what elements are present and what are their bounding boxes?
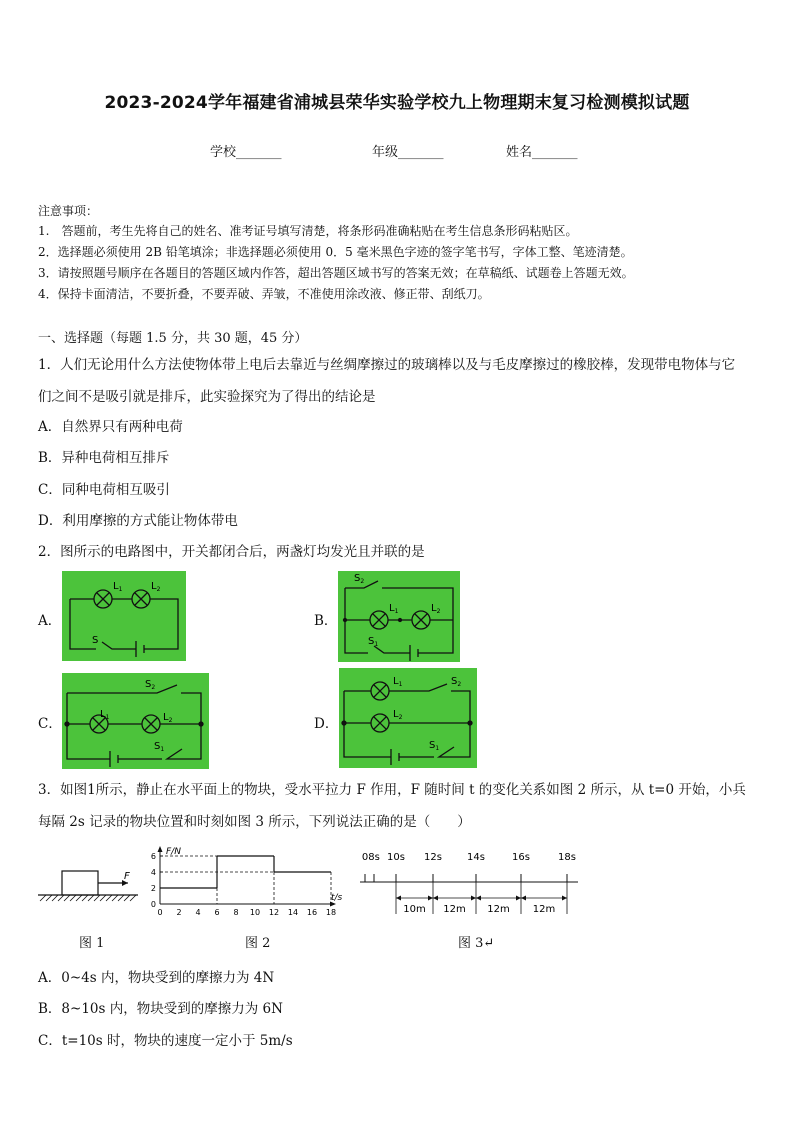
time-label: 8s [368,852,380,863]
x-tick-label: 18 [325,908,337,917]
page-title: 2023-2024学年福建省浦城县荣华实验学校九上物理期末复习检测模拟试题 [104,93,690,113]
circuit-b-background [338,571,460,662]
distance-label: 12m [487,904,510,915]
q1-stem-line2: 们之间不是吸引就是排斥，此实验探究为了得出的结论是 [38,389,376,405]
x-axis-label: t/s [331,893,343,903]
svg-text:L1: $L_1$ [389,603,399,615]
q1-option-c: C．同种电荷相互吸引 [38,482,170,498]
time-label: 12s [424,852,442,863]
svg-text:S1: $S_1$ [154,741,165,753]
y-tick-label: 2 [150,884,156,893]
q3-option-a: A．0~4s 内，物块受到的摩擦力为 4N [38,970,275,986]
svg-text:L2: $L_2$ [393,709,403,721]
notice-heading: 注意事项： [38,204,99,218]
q1-option-a: A．自然界只有两种电荷 [38,419,183,435]
time-label: 10s [387,852,405,863]
fig3-caption: 图 3↵ [458,936,495,951]
q1-option-d: D．利用摩擦的方式能让物体带电 [38,513,238,529]
distance-label: 10m [403,904,426,915]
fig2-caption: 图 2 [245,936,271,951]
dimension-arrow [396,896,401,901]
section-heading: 一、选择题（每题 1.5 分，共 30 题，45 分） [38,331,308,346]
svg-text:L2: $L_2$ [431,603,441,615]
notice-item-4: 4．保持卡面清洁，不要折叠，不要弄破、弄皱，不准使用涂改液、修正带、刮纸刀。 [38,287,490,301]
circuit-b [338,571,460,662]
y-tick-label: 0 [150,900,156,909]
svg-text:L1: $L_1$ [113,581,123,593]
distance-label: 12m [443,904,466,915]
q2-label-a: A． [38,613,62,629]
circuit-c-background [62,673,209,769]
svg-text:S2: $S_2$ [145,679,156,691]
svg-text:L2: $L_2$ [163,712,173,724]
x-tick-label: 10 [249,908,261,917]
x-tick-label: 6 [214,908,220,917]
svg-text:L1: $L_1$ [393,676,403,688]
x-tick-label: 14 [287,908,299,917]
q2-label-d: D． [314,716,339,732]
circuit-a [62,571,186,661]
fig1-caption: 图 1 [79,936,105,951]
svg-text:S1: $S_1$ [368,636,379,648]
distance-label: 12m [532,904,556,915]
force-label: F [124,871,130,882]
y-axis-arrow [158,846,163,852]
svg-text:L2: $L_2$ [151,581,161,593]
circuit-a-background [62,571,186,661]
x-tick-label: 8 [233,908,239,917]
notice-item-2: 2．选择题必须使用 2B 铅笔填涂；非选择题必须使用 0．5 毫米黑色字迹的签字笔书写，字体工整、笔迹清楚。 [38,245,633,259]
school-field: 学校_______ [210,145,282,160]
x-tick-label: 16 [306,908,318,917]
y-tick-label: 4 [150,868,156,877]
ground-hatching [40,895,136,901]
q3-stem-line2: 每隔 2s 记录的物块位置和时刻如图 3 所示，下列说法正确的是（ ） [38,814,471,830]
svg-text:L1: $L_1$ [100,709,110,721]
circuit-c [62,673,209,769]
dimension-arrow [433,896,438,901]
time-label: 16s [512,852,530,863]
circuit-d [339,668,477,768]
block [62,871,98,895]
q1-option-b: B．异种电荷相互排斥 [38,450,170,466]
y-axis-label: F/N [166,847,181,857]
x-tick-label: 2 [176,908,182,917]
q2-label-b: B． [314,613,338,629]
dimension-arrow [562,896,567,901]
notice-item-1: 1. 答题前，考生先将自己的姓名、准考证号填写清楚，将条形码准确粘贴在考生信息条形码粘贴区。 [38,224,578,238]
time-label: 0 [361,852,369,863]
svg-text:S: S [92,635,99,646]
dimension-arrow [428,896,433,901]
q2-stem: 2．图所示的电路图中，开关都闭合后，两盏灯均发光且并联的是 [38,544,425,560]
q3-option-c: C．t=10s 时，物块的速度一定小于 5m/s [38,1033,293,1049]
y-tick-label: 6 [150,852,156,861]
svg-text:S2: $S_2$ [451,676,462,688]
ft-chart [142,842,350,920]
x-tick-label: 12 [268,908,280,917]
fig1-block-diagram [38,860,140,910]
svg-text:S2: $S_2$ [354,573,365,585]
x-tick-label: 4 [195,908,201,917]
x-tick-label: 0 [157,908,163,917]
q1-stem-line1: 1．人们无论用什么方法使物体带上电后去靠近与丝绸摩擦过的玻璃棒以及与毛皮摩擦过的橡胶棒，发现带电物体与它 [38,357,736,373]
grade-field: 年级_______ [372,145,444,160]
q2-label-c: C． [38,716,62,732]
svg-text:S1: $S_1$ [429,740,440,752]
q3-stem-line1: 3．如图1所示，静止在水平面上的物块，受水平拉力 F 作用，F 随时间 t 的变化关系如图 2 所示，从 t=0 开始，小兵 [38,782,746,798]
position-timeline [356,846,582,918]
time-label: 14s [467,852,485,863]
q3-option-b: B．8~10s 内，物块受到的摩擦力为 6N [38,1001,283,1017]
name-field: 姓名_______ [506,145,578,160]
dimension-arrow [471,896,476,901]
notice-item-3: 3．请按照题号顺序在各题目的答题区域内作答，超出答题区域书写的答案无效；在草稿纸、试题卷上答题无效。 [38,266,634,280]
dimension-arrow [521,896,526,901]
dimension-arrow [476,896,481,901]
dimension-arrow [516,896,521,901]
time-label: 18s [558,852,576,863]
